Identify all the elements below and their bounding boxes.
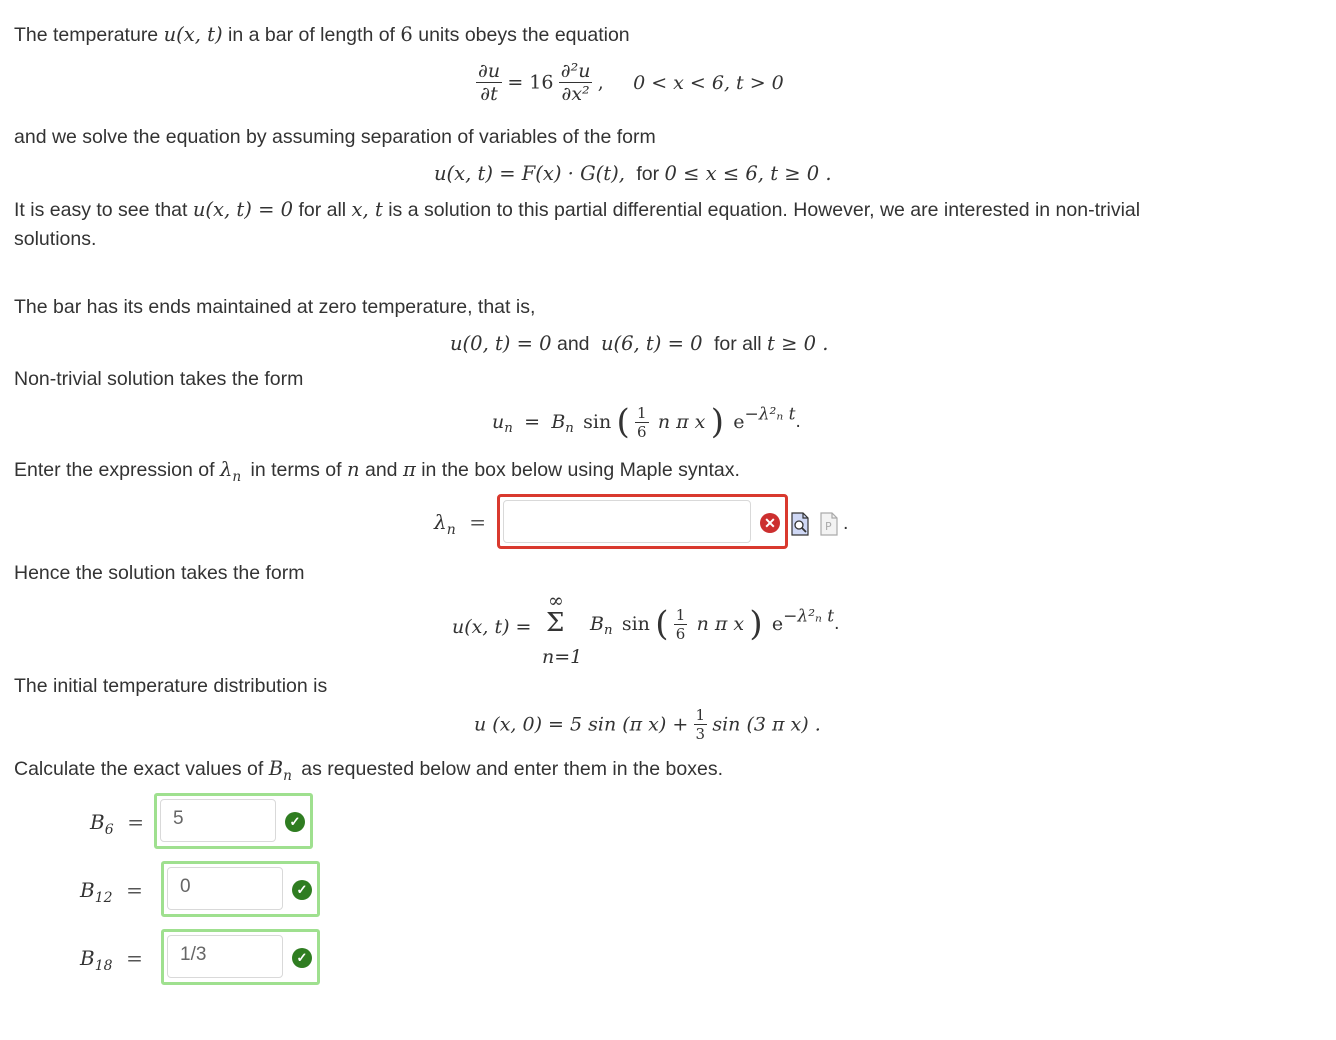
- sum-lower-limit: n=1: [542, 646, 583, 668]
- nontrivial-period: .: [795, 411, 801, 432]
- separation-for: for: [636, 163, 660, 185]
- pde-coef: = 16: [507, 71, 554, 94]
- sum-symbol: Σ: [546, 608, 565, 638]
- intro-line: [14, 23, 630, 47]
- separation-range: 0 ≤ x ≤ 6, t ≥ 0 .: [664, 162, 832, 185]
- general-exp-power: −λ²ₙ t: [783, 606, 835, 627]
- general-arg: n π x: [696, 613, 745, 635]
- pde-rhs-fraction: [559, 60, 593, 105]
- calc-text-1: Calculate the exact values of: [14, 758, 264, 780]
- general-exp-base: e: [771, 613, 784, 635]
- initial-formula: [474, 706, 821, 743]
- incorrect-icon: ✕: [760, 513, 780, 533]
- b12-answer-input[interactable]: 0: [167, 867, 283, 910]
- trivial-text-2: for all: [298, 199, 347, 221]
- intro-u-xt: u(x, t): [163, 23, 223, 46]
- one-sixth-fraction: [635, 404, 649, 441]
- b18-subscript: 18: [94, 958, 113, 974]
- bn-symbol: B: [551, 411, 566, 433]
- lambda-subscript: n: [232, 468, 242, 485]
- lambda-input-symbol: λ: [434, 510, 447, 534]
- one-sixth-den: 6: [637, 422, 647, 441]
- initial-rhs: sin (3 π x) .: [712, 713, 821, 736]
- lambda-trailing-period: .: [843, 512, 849, 534]
- answer-b18-label: [80, 946, 143, 974]
- b12-eq: =: [126, 878, 143, 902]
- trivial-vars: x, t: [351, 198, 383, 221]
- general-right-paren: ): [749, 604, 763, 644]
- pde-domain: 0 < x < 6, t > 0: [633, 71, 784, 94]
- b12-symbol: B: [80, 878, 95, 902]
- trivial-text-1: It is easy to see that: [14, 199, 188, 221]
- lambda-prompt-text-1: Enter the expression of: [14, 459, 215, 481]
- answer-b12-label: [80, 878, 143, 906]
- b6-answer-input[interactable]: 5: [160, 799, 276, 842]
- general-left-paren: (: [655, 604, 669, 644]
- lambda-input-subscript: n: [446, 522, 456, 538]
- boundary-c2: u(6, t) = 0: [600, 332, 703, 355]
- b12-correct-icon: ✓: [292, 880, 312, 900]
- lambda-answer-input[interactable]: [503, 500, 751, 543]
- exp-base: e: [733, 411, 745, 433]
- general-bn-subscript: n: [603, 622, 613, 638]
- pde-lhs-num: ∂u: [478, 60, 501, 82]
- b18-answer-input[interactable]: 1/3: [167, 935, 283, 978]
- exp-power: −λ²ₙ t: [744, 404, 796, 425]
- one-third-num: 1: [695, 706, 706, 724]
- lambda-symbol: λ: [219, 458, 233, 481]
- boundary-conditions: [450, 332, 828, 356]
- calc-bn-subscript: n: [283, 767, 292, 784]
- un-subscript: n: [504, 420, 513, 436]
- pde-lhs-den: ∂t: [480, 83, 498, 105]
- one-third-den: 3: [695, 725, 706, 743]
- right-paren: ): [710, 402, 724, 442]
- trivial-text-3: is a solution to this partial differential equation. However, we are interested in non-trivial: [388, 199, 1141, 221]
- general-one-sixth-num: 1: [675, 605, 686, 624]
- trivial-eq: u(x, t) = 0: [192, 198, 294, 221]
- sin-arg: n π x: [657, 411, 706, 433]
- boundary-cond: t ≥ 0 .: [767, 332, 829, 355]
- sum-upper-limit: ∞: [548, 590, 564, 612]
- b12-subscript: 12: [94, 890, 113, 906]
- calc-bn-symbol: B: [268, 757, 284, 780]
- svg-text:P: P: [825, 520, 832, 533]
- general-lhs: u(x, t) =: [452, 616, 532, 638]
- lambda-prompt-n: n: [347, 458, 360, 481]
- lambda-input-label: [434, 510, 486, 538]
- general-bn-symbol: B: [590, 613, 604, 635]
- trivial-line-2: solutions.: [14, 228, 97, 250]
- sin-text: sin: [583, 411, 612, 433]
- un-symbol: u: [492, 411, 505, 433]
- lambda-input-eq: =: [469, 510, 487, 534]
- general-one-sixth-den: 6: [675, 624, 686, 643]
- general-one-sixth: [674, 606, 688, 643]
- calc-prompt: [14, 757, 723, 784]
- general-sin: sin: [621, 613, 650, 635]
- intro-text-3: units obeys the equation: [418, 24, 630, 46]
- pde-rhs-den: ∂x²: [561, 83, 590, 105]
- b6-subscript: 6: [104, 822, 114, 838]
- lambda-prompt: [14, 458, 740, 485]
- un-eq: =: [524, 411, 541, 433]
- lambda-prompt-pi: π: [402, 458, 416, 481]
- b18-correct-icon: ✓: [292, 948, 312, 968]
- intro-text-1: The temperature: [14, 24, 159, 46]
- bn-subscript: n: [565, 420, 574, 436]
- general-text: Hence the solution takes the form: [14, 562, 305, 584]
- general-period: .: [834, 613, 840, 634]
- boundary-c1: u(0, t) = 0: [450, 332, 552, 355]
- general-term: [590, 604, 839, 644]
- pde-rhs-num: ∂²u: [560, 60, 591, 82]
- lambda-prompt-and: and: [364, 459, 398, 481]
- b18-symbol: B: [80, 946, 95, 970]
- left-paren: (: [616, 402, 630, 442]
- trivial-line-1: [14, 198, 1140, 222]
- separation-text: and we solve the equation by assuming separation of variables of the form: [14, 126, 656, 148]
- separation-formula: u(x, t) = F(x) · G(t),: [434, 162, 625, 185]
- lambda-prompt-text-3: in the box below using Maple syntax.: [421, 459, 740, 481]
- boundary-and: and: [556, 333, 590, 355]
- lambda-prompt-text-2: in terms of: [250, 459, 342, 481]
- pde-equation: [476, 60, 784, 105]
- b18-eq: =: [126, 946, 143, 970]
- preview-icon[interactable]: [791, 512, 809, 536]
- initial-lhs: u (x, 0) = 5 sin (π x) +: [474, 713, 689, 736]
- b6-symbol: B: [90, 810, 105, 834]
- b6-correct-icon: ✓: [285, 812, 305, 832]
- initial-text: The initial temperature distribution is: [14, 675, 328, 697]
- calc-text-2: as requested below and enter them in the boxes.: [301, 758, 723, 780]
- intro-length: 6: [400, 23, 413, 46]
- one-sixth-num: 1: [637, 403, 647, 422]
- nontrivial-formula: [492, 402, 801, 442]
- one-third-fraction: [694, 706, 708, 743]
- nontrivial-text: Non-trivial solution takes the form: [14, 368, 304, 390]
- boundary-for-all: for all: [713, 333, 762, 355]
- b6-eq: =: [127, 810, 144, 834]
- pde-comma: ,: [597, 71, 604, 94]
- maple-syntax-icon[interactable]: [820, 512, 838, 536]
- answer-b6-label: [90, 810, 144, 838]
- boundary-text: The bar has its ends maintained at zero temperature, that is,: [14, 296, 536, 318]
- pde-lhs-fraction: [476, 60, 502, 105]
- intro-text-2: in a bar of length of: [228, 24, 395, 46]
- separation-formula-line: [434, 162, 832, 186]
